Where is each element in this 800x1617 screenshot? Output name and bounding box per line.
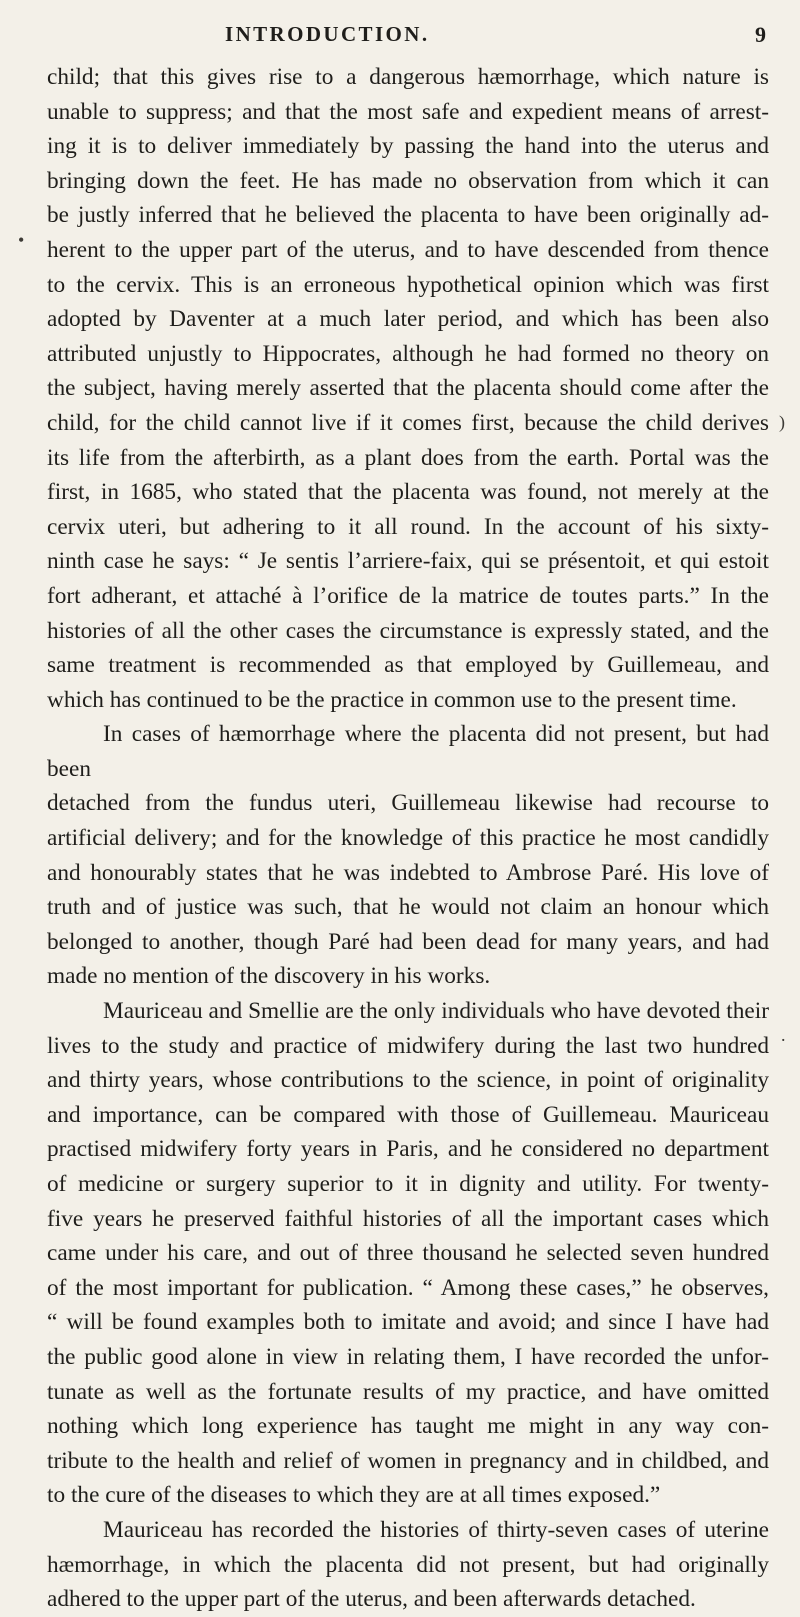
text-body [47,60,769,1617]
running-head: INTRODUCTION. [225,22,430,46]
text-line: tunate as well as the fortunate results of my practice, and have omitted [47,1378,769,1405]
text-line: hæmorrhage, in which the placenta did not present, but had originally [47,1551,769,1578]
text-line: detached from the fundus uteri, Guillemeau likewise had recourse to [47,790,769,817]
text-line: Mauriceau and Smellie are the only individuals who have devoted their [103,998,769,1025]
right-margin-mark: ) [779,412,785,432]
text-line: five years he preserved faithful histories of all the important cases which [47,1205,769,1232]
text-line: ing it is to deliver immediately by passing the hand into the uterus and [47,133,769,160]
text-line: the subject, having merely asserted that the placenta should come after the [47,375,769,402]
text-line: of the most important for publication. “ Among these cases,” he observes, [47,1274,769,1301]
text-line: its life from the afterbirth, as a plant does from the earth. Portal was the [47,444,769,471]
text-line: Mauriceau has recorded the histories of thirty-seven cases of uterine [103,1516,769,1543]
text-line: came under his care, and out of three thousand he selected seven hundred [47,1240,769,1267]
text-line: bringing down the feet. He has made no observation from which it can [47,167,769,194]
text-line: histories of all the other cases the circumstance is expressly stated, and the [47,617,769,644]
text-line: lives to the study and practice of midwifery during the last two hundred [47,1032,769,1059]
text-line: fort adherant, et attaché à l’orifice de la matrice de toutes parts.” In the [47,582,769,609]
text-line: child; that this gives rise to a dangerous hæmorrhage, which nature is [47,64,769,90]
text-line: attributed unjustly to Hippocrates, although he had formed no theory on [47,340,769,367]
text-line: adhered to the upper part of the uterus, and been afterwards detached. [47,1586,696,1613]
text-line: belonged to another, though Paré had been dead for many years, and had [47,928,769,955]
paragraph [47,994,769,1513]
page-number: 9 [755,22,766,47]
text-line: artificial delivery; and for the knowledge of this practice he most candidly [47,825,769,852]
text-line: first, in 1685, who stated that the placenta was found, not merely at the [47,479,769,506]
text-line: which has continued to be the practice in common use to the present time. [47,686,737,713]
text-line: “ will be found examples both to imitate and avoid; and since I have had [47,1309,769,1336]
text-line: herent to the upper part of the uterus, and to have descended from thence [47,236,769,263]
text-line: truth and of justice was such, that he would not claim an honour which [47,894,769,921]
paragraph [47,717,769,994]
paragraph [47,60,769,717]
text-line: ninth case he says: “ Je sentis l’arriere-faix, qui se présentoit, et qui estoit [47,548,769,575]
text-line: cervix uteri, but adhering to it all round. In the account of his sixty- [47,513,769,540]
text-line: same treatment is recommended as that employed by Guillemeau, and [47,652,769,679]
text-line: child, for the child cannot live if it comes first, because the child derives [47,409,769,436]
text-line: and thirty years, whose contributions to the science, in point of originality [47,1067,769,1094]
text-line: practised midwifery forty years in Paris, and he considered no department [47,1136,769,1163]
paragraph [47,1513,769,1617]
text-line: to the cervix. This is an erroneous hypothetical opinion which was first [47,271,769,298]
left-margin-mark: • [18,230,25,250]
text-line: and honourably states that he was indebted to Ambrose Paré. His love of [47,859,769,886]
text-line: In cases of hæmorrhage where the placenta did not present, but had been [47,721,769,782]
page-header [0,22,800,52]
right-margin-mark-lower: . [781,1025,786,1045]
text-line: unable to suppress; and that the most safe and expedient means of arrest- [47,98,769,125]
text-line: be justly inferred that he believed the placenta to have been originally ad- [47,202,769,229]
text-line: nothing which long experience has taught me might in any way con- [47,1413,769,1440]
text-line: made no mention of the discovery in his works. [47,963,491,990]
text-line: the public good alone in view in relating them, I have recorded the unfor- [47,1343,769,1370]
text-line: tribute to the health and relief of women in pregnancy and in childbed, and [47,1447,769,1474]
text-line: to the cure of the diseases to which they are at all times exposed.” [47,1482,661,1509]
text-line: and importance, can be compared with those of Guillemeau. Mauriceau [47,1101,769,1128]
text-line: of medicine or surgery superior to it in dignity and utility. For twenty- [47,1171,769,1197]
text-line: adopted by Daventer at a much later period, and which has been also [47,306,769,333]
